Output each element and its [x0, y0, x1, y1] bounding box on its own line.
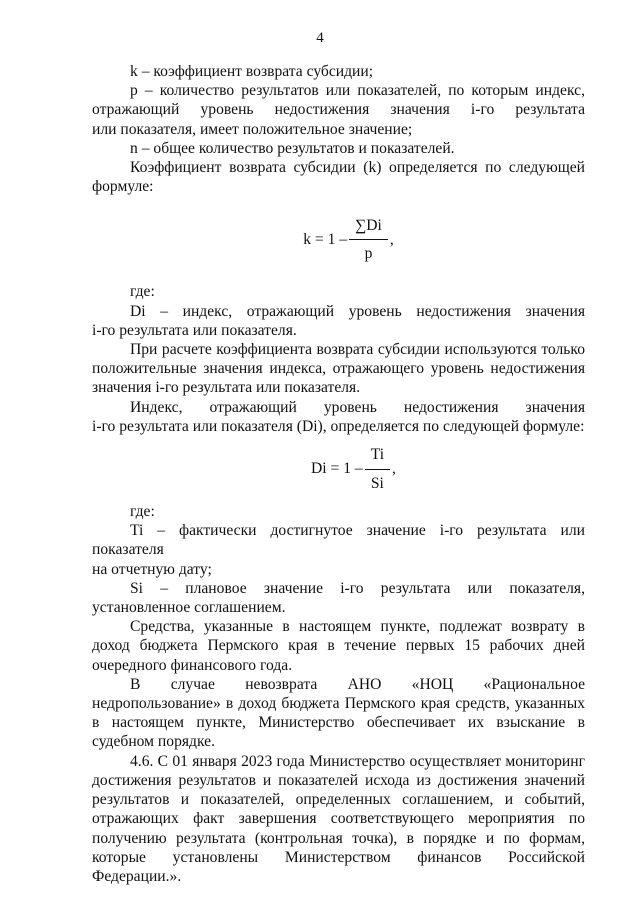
para-ti-definition-line1: Ti – фактически достигнутое значение i-го результата или показателя [92, 522, 585, 559]
formula-k [112, 196, 585, 282]
para-non-return: В случае невозврата АНО «НОЦ «Рациональное недропользование» в доход бюджета Пермского края средств, указанных в настоящем пункте, Министерство обеспечивает их взыскание в судебном порядке. [92, 675, 585, 751]
para-positive-values: При расчете коэффициента возврата субсидии используются только положительные значения индекса, отражающего уровень недостижения значения i-го результата или показателя. [92, 341, 585, 397]
para-ti-definition-line2: на отчетную дату; [92, 560, 212, 578]
para-index-intro-line2: i-го результата или показателя (Di), определяется по следующей формуле: [92, 417, 585, 435]
para-where-1: где: [130, 283, 155, 301]
document-body [92, 62, 585, 886]
para-k-definition: k – коэффициент возврата субсидии; [130, 63, 374, 80]
formula-k-numerator: ∑Di [349, 216, 388, 240]
formula-di-fraction [365, 445, 390, 492]
formula-k-denominator: p [364, 244, 373, 262]
para-di-definition-line1: Di – индекс, отражающий уровень недостижения значения [130, 302, 585, 320]
page-number: 4 [316, 30, 324, 46]
para-index-intro-line1: Индекс, отражающий уровень недостижения значения [130, 398, 585, 416]
formula-k-suffix: , [389, 230, 394, 248]
formula-k-lhs: k = 1 – [303, 230, 348, 248]
formula-di-suffix: , [392, 460, 396, 478]
para-p-definition-line3: или показателя, имеет положительное значение; [92, 120, 413, 138]
para-si-definition-line2: установленное соглашением. [92, 599, 286, 617]
para-p-definition-line2: отражающий уровень недостижения значения i-го результата [92, 101, 585, 119]
para-coefficient-intro-line1: Коэффициент возврата субсидии (k) определяется по следующей [130, 159, 585, 177]
formula-di-numerator: Ti [365, 445, 390, 469]
para-di-definition-line2: i-го результата или показателя. [92, 321, 297, 339]
para-si-definition-line1: Si – плановое значение i-го результата или показателя, [130, 579, 585, 597]
formula-di-lhs: Di = 1 – [311, 460, 363, 478]
para-funds-return: Средства, указанные в настоящем пункте, подлежат возврату в доход бюджета Пермского края в течение первых 15 рабочих дней очередного финансового года. [92, 618, 585, 674]
para-where-2: где: [130, 503, 155, 521]
formula-di [122, 436, 585, 502]
formula-di-denominator: Si [370, 474, 384, 492]
para-coefficient-intro-line2: формуле: [92, 178, 154, 196]
para-p-definition-line1: р – количество результатов или показателей, по которым индекс, [130, 82, 585, 100]
para-monitoring: 4.6. С 01 января 2023 года Министерство осуществляет мониторинг достижения результатов и показателей исхода из достижения значений результатов и показателей, определенных соглашением, и событий, отражающих факт завершения соответствующего мероприятия по получению результата (контрольная точка), в порядке и по формам, которые установлены Министерством финансов Российской Федерации.». [92, 752, 585, 885]
para-n-definition: n – общее количество результатов и показателей. [130, 139, 455, 157]
formula-k-fraction [349, 216, 388, 263]
